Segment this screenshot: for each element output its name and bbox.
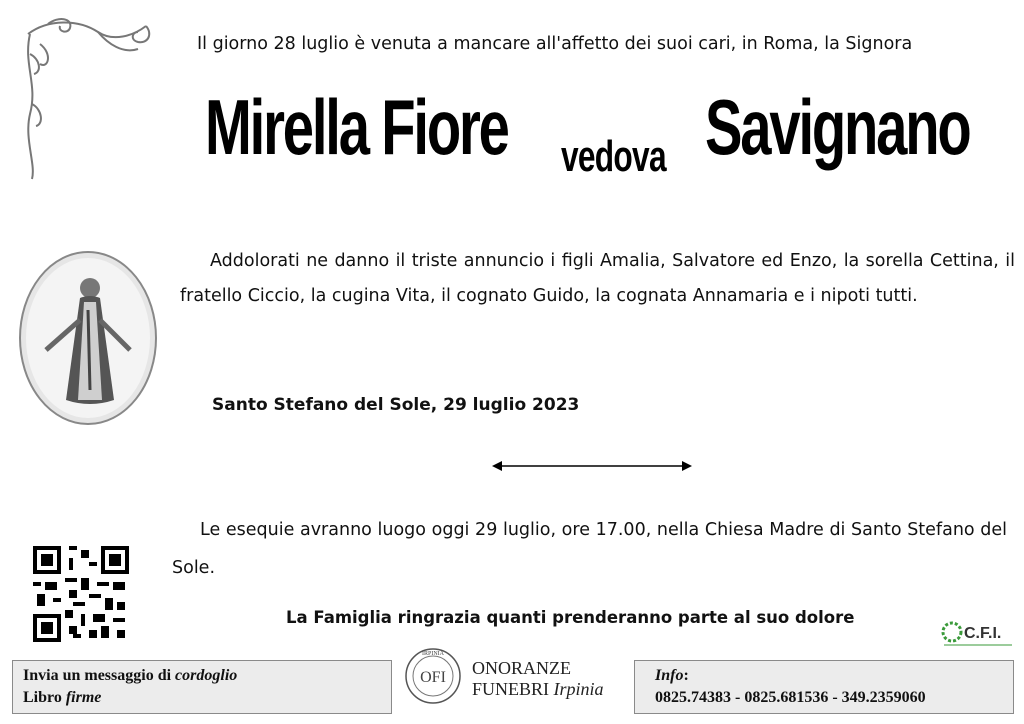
deceased-surname: Savignano	[705, 83, 970, 171]
intro-text: Il giorno 28 luglio è venuta a mancare all'affetto dei suoi cari, in Roma, la Signora	[197, 34, 913, 54]
funeral-home-name	[472, 658, 604, 700]
corner-ornament-icon	[18, 14, 158, 184]
condolence-box[interactable]	[12, 660, 392, 714]
condolence-prefix: Invia un messaggio di	[23, 667, 176, 684]
condolence-message-link[interactable]	[23, 667, 237, 685]
qr-code-image[interactable]	[33, 546, 129, 642]
deceased-first-name: Mirella Fiore	[205, 83, 508, 171]
funeral-home-line2-em: Irpinia	[553, 679, 604, 699]
double-arrow-divider-icon	[492, 460, 692, 472]
logo-mark-text: OFI	[420, 669, 446, 686]
funeral-text	[172, 511, 1007, 587]
funeral-body: Le esequie avranno luogo oggi 29 luglio, ore 17.00, nella Chiesa Madre di Santo Stefano del Sole.	[172, 520, 1007, 578]
guestbook-link[interactable]	[23, 689, 101, 707]
funeral-home-logo	[404, 647, 462, 705]
guestbook-em: firme	[65, 689, 102, 706]
info-box	[634, 660, 1014, 714]
funeral-home-line2	[472, 679, 604, 700]
announcement-body: Addolorati ne danno il triste annuncio i figli Amalia, Salvatore ed Enzo, la sorella Cettina, il fratello Ciccio, la cugina Vita, il cognato Guido, la cognata Annamaria e i nipoti tutti.	[180, 251, 1015, 306]
phone-numbers[interactable]: 0825.74383 - 0825.681536 - 349.2359060	[655, 689, 926, 706]
guestbook-prefix: Libro	[23, 689, 66, 706]
madonna-portrait-image	[18, 250, 158, 426]
deceased-name	[205, 82, 1005, 212]
condolence-em: cordoglio	[175, 667, 238, 684]
deceased-qualifier: vedova	[561, 132, 666, 181]
funeral-home-line1: ONORANZE	[472, 658, 571, 678]
info-label-line: Info:	[655, 667, 689, 684]
cfi-logo	[940, 618, 1016, 650]
thanks-text: La Famiglia ringrazia quanti prenderanno parte al suo dolore	[286, 608, 855, 627]
announcement-text	[180, 244, 1015, 314]
place-date: Santo Stefano del Sole, 29 luglio 2023	[212, 395, 580, 415]
funeral-home-line2-text: FUNEBRI	[472, 679, 554, 699]
info-label: Info	[655, 667, 684, 684]
cfi-logo-text: C.F.I.	[964, 625, 1002, 642]
logo-top-text: IRPINIA	[422, 651, 444, 657]
